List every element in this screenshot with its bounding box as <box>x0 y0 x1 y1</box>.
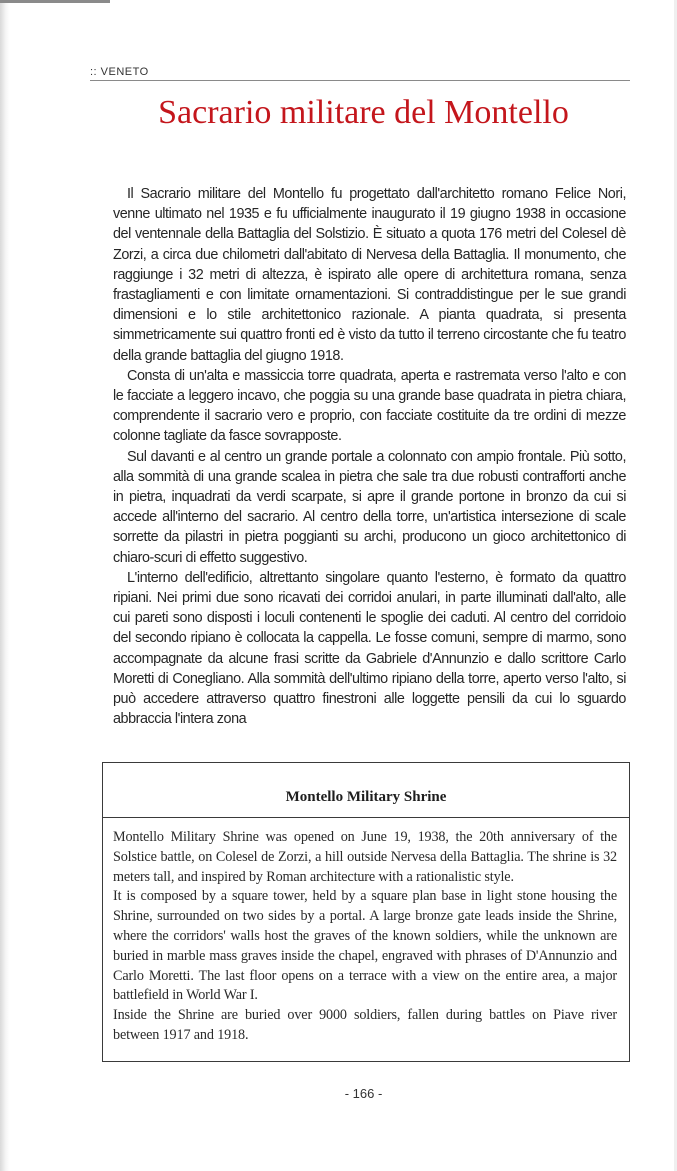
box-divider <box>103 817 629 818</box>
section-label: :: VENETO <box>90 66 149 78</box>
box-paragraph: Montello Military Shrine was opened on June 19, 1938, the 20th anniversary of the Solstice battle, on Colesel de Zorzi, a hill outside Nervesa della Battaglia. The shrine is 32 meters tall, and inspired by Roman architecture with a rationalistic style. <box>113 829 617 885</box>
body-paragraph: L'interno dell'edificio, altrettanto singolare quanto l'esterno, è formato da quattro ripiani. Nei primi due sono ricavati dei corridoi anulari, in parte illuminati dall'alto, alle cui pareti sono disposti i loculi contenenti le spoglie dei caduti. Al centro del corridoio del secondo ripiano è collocata la cappella. Le fosse comuni, sempre di marmo, sono accompagnate da alcune frasi scritte da Gabriele d'Annunzio e dallo scrittore Carlo Moretti di Conegliano. Alla sommità dell'ultimo ripiano della torre, aperto verso l'alto, si può accedere attraverso quattro finestroni alle loggette pensili da cui lo sguardo abbraccia l'intera zona <box>113 569 626 728</box>
box-paragraph: Inside the Shrine are buried over 9000 soldiers, fallen during battles on Piave river between 1917 and 1918. <box>113 1007 617 1043</box>
body-paragraph: Il Sacrario militare del Montello fu progettato dall'architetto romano Felice Nori, venne ultimato nel 1935 e fu ufficialmente inaugurato il 19 giugno 1938 in occasione del ventennale della Battaglia del Solstizio. È situato a quota 176 metri del Colesel dè Zorzi, a circa due chilometri dall'abitato di Nervesa della Battaglia. Il monumento, che raggiunge i 32 metri di altezza, è ispirato alle opere di architettura romana, senza frastagliamenti e con limitate ornamentazioni. Si contraddistingue per le sue grandi dimensioni e lo stile architettonico razionale. A pianta quadrata, si presenta simmetricamente sui quattro fronti ed è visto da tutto il terreno circostante che fu teatro della grande battaglia del giugno 1918. <box>113 186 626 364</box>
section-divider <box>90 80 630 81</box>
box-paragraph: It is composed by a square tower, held by a square plan base in light stone housing the Shrine, surrounded on two sides by a portal. A large bronze gate leads inside the Shrine, where the corridors' walls host the graves of the known soldiers, while the unknown are buried in marble mass graves inside the chapel, engraved with phrases of D'Annunzio and Carlo Moretti. The last floor opens on a terrace with a view on the entire area, a major battlefield in World War I. <box>113 888 617 1004</box>
body-paragraph: Consta di un'alta e massiccia torre quadrata, aperta e rastremata verso l'alto e con le facciate a leggero incavo, che poggia su una grande base quadrata in pietra chiara, comprendente il sacrario vero e proprio, con facciate costituite da tre ordini di mezze colonne tagliate da fasce sovrapposte. <box>113 367 626 445</box>
body-paragraph: Sul davanti e al centro un grande portale a colonnato con ampio frontale. Più sotto, alla sommità di una grande scalea in pietra che sale tra due robusti contrafforti anche in pietra, inquadrati da verdi scarpate, si apre il grande portone in bronzo da cui si accede all'interno del sacrario. Al centro della torre, un'artistica intersezione di scale sorrette da pilastri in pietra poggianti su archi, producono un gioco architettonico di chiaro-scuri di effetto suggestivo. <box>113 448 626 566</box>
page-binding-shadow <box>0 0 10 1171</box>
box-title: Montello Military Shrine <box>285 789 447 805</box>
scan-edge-mark <box>0 0 110 3</box>
page-title: Sacrario militare del Montello <box>158 94 569 131</box>
body-text <box>113 184 626 729</box>
box-text <box>113 828 617 1046</box>
page-number: - 166 - <box>344 1086 383 1101</box>
english-summary-box <box>102 762 630 1062</box>
